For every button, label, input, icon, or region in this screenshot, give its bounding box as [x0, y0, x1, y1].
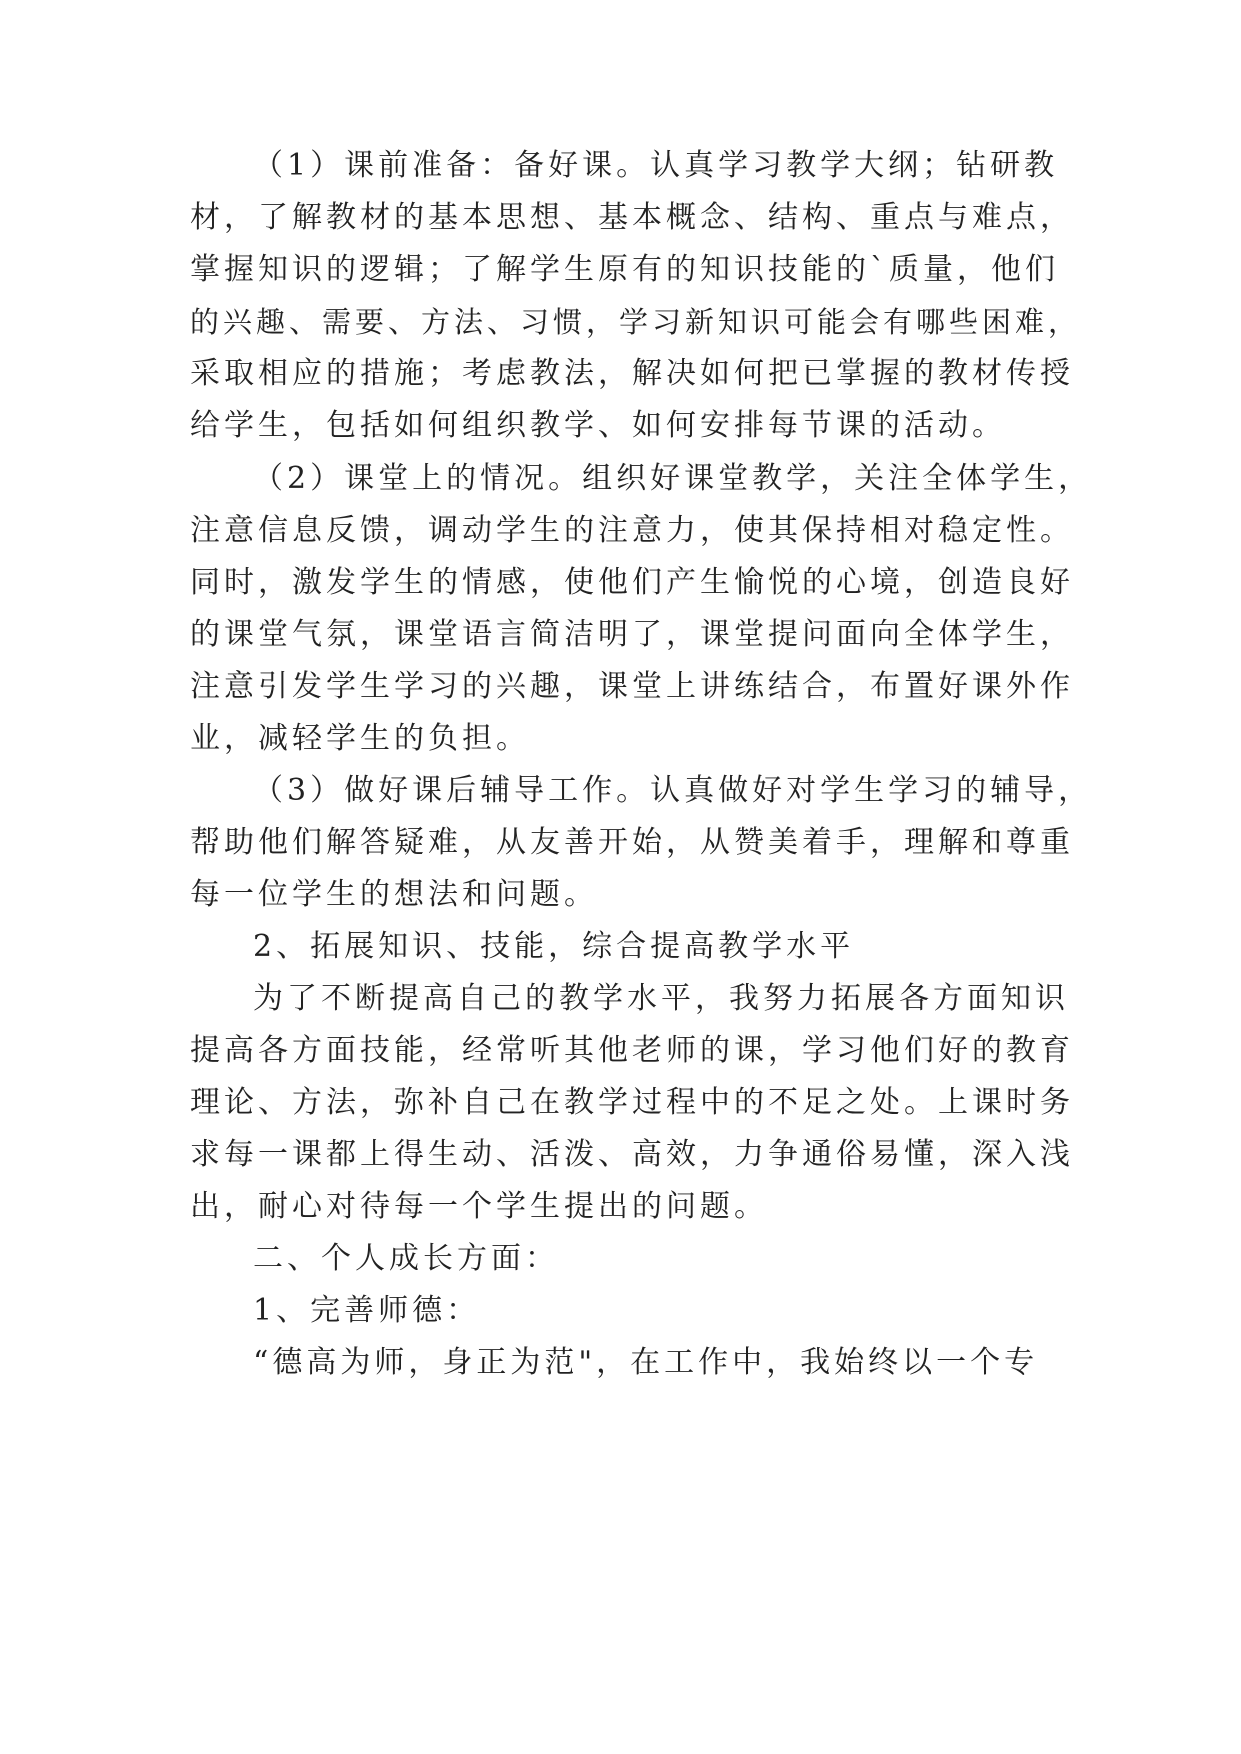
paragraph-line: 掌握知识的逻辑；了解学生原有的知识技能的`质量，他们 — [190, 252, 1059, 287]
paragraph-line: “德高为师，身正为范"，在工作中，我始终以一个专 — [253, 1345, 1039, 1380]
section-heading: 1、完善师德： — [253, 1293, 481, 1328]
paragraph-line: 出，耐心对待每一个学生提出的问题。 — [190, 1189, 768, 1224]
paragraph-line: 的课堂气氛，课堂语言简洁明了，课堂提问面向全体学生， — [190, 617, 1074, 652]
paragraph-line: 的兴趣、需要、方法、习惯，学习新知识可能会有哪些困难， — [190, 305, 1082, 339]
paragraph-line: 每一位学生的想法和问题。 — [190, 877, 598, 912]
paragraph-line: 求每一课都上得生动、活泼、高效，力争通俗易懂，深入浅 — [190, 1137, 1074, 1172]
section-heading: 2、拓展知识、技能，综合提高教学水平 — [253, 929, 855, 964]
paragraph-line: 理论、方法，弥补自己在教学过程中的不足之处。上课时务 — [190, 1085, 1074, 1120]
paragraph-line: （3）做好课后辅导工作。认真做好对学生学习的辅导， — [253, 773, 1093, 808]
paragraph-line: 为了不断提高自己的教学水平，我努力拓展各方面知识 — [253, 981, 1069, 1016]
paragraph-line: （2）课堂上的情况。组织好课堂教学，关注全体学生， — [253, 461, 1093, 496]
section-heading: 二、个人成长方面： — [253, 1241, 559, 1276]
paragraph-line: 采取相应的措施；考虑教法，解决如何把已掌握的教材传授 — [190, 356, 1074, 391]
paragraph-line: 注意信息反馈，调动学生的注意力，使其保持相对稳定性。 — [190, 513, 1074, 548]
paragraph-line: 同时，激发学生的情感，使他们产生愉悦的心境，创造良好 — [190, 565, 1074, 600]
paragraph-line: 给学生，包括如何组织教学、如何安排每节课的活动。 — [190, 408, 1006, 443]
paragraph-line: 提高各方面技能，经常听其他老师的课，学习他们好的教育 — [190, 1033, 1074, 1068]
paragraph-line: 材，了解教材的基本思想、基本概念、结构、重点与难点， — [190, 200, 1074, 235]
paragraph-line: 注意引发学生学习的兴趣，课堂上讲练结合，布置好课外作 — [190, 669, 1074, 704]
paragraph-line: （1）课前准备：备好课。认真学习教学大纲；钻研教 — [253, 148, 1059, 183]
paragraph-line: 帮助他们解答疑难，从友善开始，从赞美着手，理解和尊重 — [190, 825, 1074, 860]
paragraph-line: 业，减轻学生的负担。 — [190, 721, 530, 756]
